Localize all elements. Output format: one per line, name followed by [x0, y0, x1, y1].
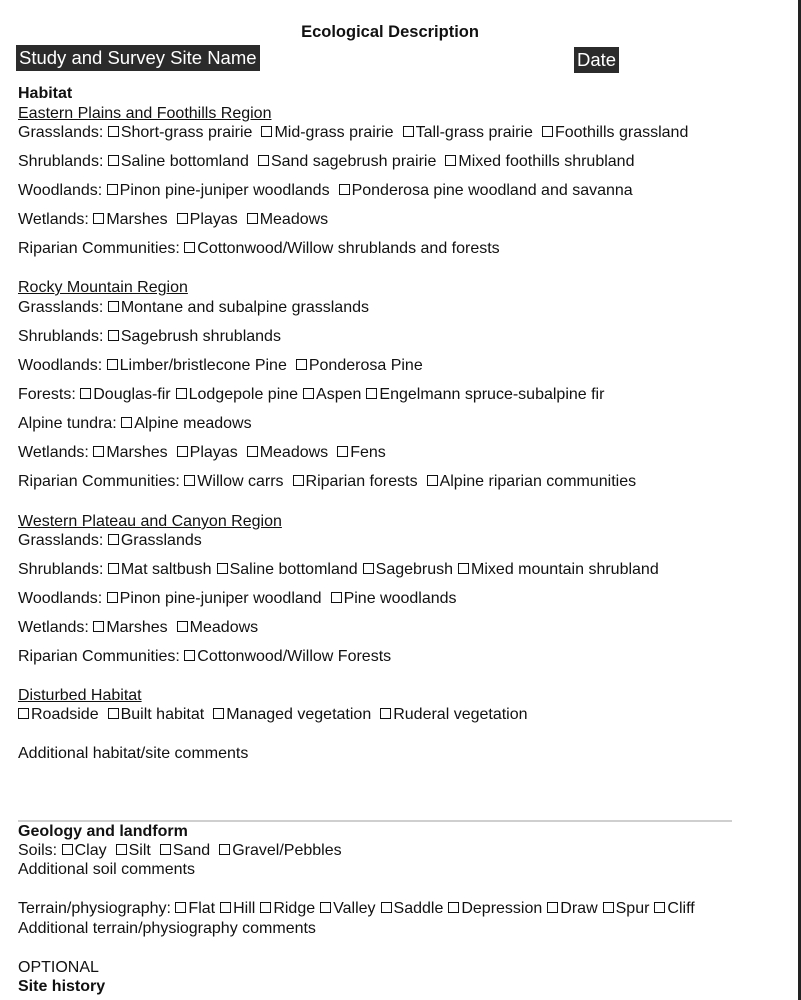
- checkbox-label: Alpine riparian communities: [439, 473, 637, 490]
- checkbox-icon[interactable]: [184, 650, 195, 661]
- checkbox-label: Mixed foothills shrubland: [458, 153, 635, 170]
- checkbox-label: Mixed mountain shrubland: [471, 561, 659, 578]
- checkbox-label: Mid-grass prairie: [274, 124, 394, 141]
- checkbox-option[interactable]: [108, 532, 202, 549]
- rocky-riparian-row: [18, 472, 636, 492]
- western-shrublands-row: [18, 560, 659, 580]
- checkbox-icon[interactable]: [448, 902, 459, 913]
- checkbox-option[interactable]: [381, 900, 444, 917]
- checkbox-icon[interactable]: [108, 330, 119, 341]
- checkbox-icon[interactable]: [62, 844, 73, 855]
- habitat-comments-label: Additional habitat/site comments: [18, 745, 249, 762]
- row-label: Grasslands:: [18, 532, 104, 549]
- checkbox-label: Meadows: [189, 619, 259, 636]
- checkbox-option[interactable]: [458, 561, 659, 578]
- checkbox-label: Playas: [189, 444, 238, 461]
- region-disturbed: Disturbed Habitat: [18, 687, 142, 704]
- checkbox-label: Ridge: [273, 900, 316, 917]
- row-label: Alpine tundra:: [18, 415, 117, 432]
- checkbox-option[interactable]: [445, 153, 634, 170]
- rocky-grasslands-row: [18, 298, 369, 318]
- checkbox-option[interactable]: [380, 706, 527, 723]
- row-label: Terrain/physiography:: [18, 900, 171, 917]
- checkbox-icon[interactable]: [93, 446, 104, 457]
- checkbox-label: Marshes: [106, 211, 168, 228]
- checkbox-label: Sand sagebrush prairie: [270, 153, 437, 170]
- checkbox-label: Marshes: [106, 444, 168, 461]
- checkbox-option[interactable]: [80, 386, 170, 403]
- soils-row: [18, 841, 342, 861]
- row-label: Wetlands:: [18, 211, 89, 228]
- checkbox-icon[interactable]: [217, 563, 228, 574]
- checkbox-icon[interactable]: [107, 592, 118, 603]
- region-western-plateau: Western Plateau and Canyon Region: [18, 513, 282, 530]
- checkbox-option[interactable]: [260, 900, 315, 917]
- row-label: Woodlands:: [18, 357, 103, 374]
- checkbox-label: Ponderosa pine woodland and savanna: [351, 182, 633, 199]
- checkbox-option[interactable]: [160, 842, 210, 859]
- checkbox-label: Depression: [461, 900, 543, 917]
- checkbox-option[interactable]: [258, 153, 436, 170]
- checkbox-label: Tall-grass prairie: [415, 124, 533, 141]
- checkbox-label: Sand: [172, 842, 211, 859]
- checkbox-icon[interactable]: [108, 301, 119, 312]
- checkbox-icon[interactable]: [108, 534, 119, 545]
- checkbox-label: Foothills grassland: [554, 124, 689, 141]
- row-label: Riparian Communities:: [18, 473, 180, 490]
- optional-label: OPTIONAL: [18, 959, 99, 976]
- checkbox-label: Pinon pine-juniper woodlands: [119, 182, 330, 199]
- checkbox-icon[interactable]: [184, 475, 195, 486]
- checkbox-option[interactable]: [177, 444, 238, 461]
- checkbox-option[interactable]: [107, 182, 330, 199]
- checkbox-icon[interactable]: [366, 388, 377, 399]
- checkbox-icon[interactable]: [213, 708, 224, 719]
- checkbox-label: Cliff: [667, 900, 695, 917]
- eastern-wetlands-row: [18, 210, 328, 230]
- checkbox-option[interactable]: [339, 182, 633, 199]
- checkbox-label: Gravel/Pebbles: [232, 842, 342, 859]
- checkbox-option[interactable]: [427, 473, 637, 490]
- checkbox-icon[interactable]: [220, 902, 231, 913]
- checkbox-option[interactable]: [603, 900, 650, 917]
- soil-comments-label: Additional soil comments: [18, 861, 195, 878]
- checkbox-label: Sagebrush shrublands: [120, 328, 281, 345]
- checkbox-icon[interactable]: [261, 126, 272, 137]
- checkbox-icon[interactable]: [296, 359, 307, 370]
- checkbox-icon[interactable]: [18, 708, 29, 719]
- checkbox-icon[interactable]: [320, 902, 331, 913]
- checkbox-option[interactable]: [108, 706, 205, 723]
- region-rocky-mountain: Rocky Mountain Region: [18, 279, 188, 296]
- checkbox-option[interactable]: [93, 444, 167, 461]
- form-title: Ecological Description: [301, 23, 479, 41]
- checkbox-label: Ruderal vegetation: [393, 706, 528, 723]
- checkbox-label: Saline bottomland: [229, 561, 358, 578]
- checkbox-icon[interactable]: [260, 902, 271, 913]
- checkbox-label: Clay: [74, 842, 107, 859]
- checkbox-option[interactable]: [175, 900, 215, 917]
- row-label: Wetlands:: [18, 619, 89, 636]
- checkbox-label: Saline bottomland: [120, 153, 249, 170]
- checkbox-option[interactable]: [542, 124, 688, 141]
- checkbox-icon[interactable]: [93, 621, 104, 632]
- checkbox-icon[interactable]: [219, 844, 230, 855]
- checkbox-option[interactable]: [261, 124, 393, 141]
- checkbox-option[interactable]: [654, 900, 694, 917]
- checkbox-icon[interactable]: [381, 902, 392, 913]
- checkbox-option[interactable]: [366, 386, 604, 403]
- checkbox-option[interactable]: [108, 299, 369, 316]
- checkbox-option[interactable]: [121, 415, 251, 432]
- checkbox-option[interactable]: [547, 900, 597, 917]
- disturbed-row: [18, 705, 528, 725]
- checkbox-icon[interactable]: [93, 213, 104, 224]
- checkbox-icon[interactable]: [177, 213, 188, 224]
- region-eastern-plains: Eastern Plains and Foothills Region: [18, 105, 272, 122]
- eastern-shrublands-row: [18, 152, 634, 172]
- checkbox-option[interactable]: [108, 124, 253, 141]
- checkbox-label: Douglas-fir: [93, 386, 171, 403]
- checkbox-label: Willow carrs: [197, 473, 284, 490]
- checkbox-option[interactable]: [217, 561, 358, 578]
- checkbox-option[interactable]: [320, 900, 375, 917]
- checkbox-label: Meadows: [259, 211, 329, 228]
- eastern-woodlands-row: [18, 181, 633, 201]
- checkbox-icon[interactable]: [80, 388, 91, 399]
- checkbox-icon[interactable]: [303, 388, 314, 399]
- checkbox-option[interactable]: [108, 153, 249, 170]
- checkbox-label: Spur: [615, 900, 650, 917]
- checkbox-label: Meadows: [259, 444, 329, 461]
- checkbox-label: Cottonwood/Willow shrublands and forests: [197, 240, 500, 257]
- checkbox-label: Marshes: [106, 619, 168, 636]
- checkbox-option[interactable]: [176, 386, 298, 403]
- checkbox-icon[interactable]: [108, 708, 119, 719]
- site-history-heading: Site history: [18, 978, 106, 995]
- checkbox-icon[interactable]: [247, 213, 258, 224]
- checkbox-label: Riparian forests: [305, 473, 418, 490]
- checkbox-label: Engelmann spruce-subalpine fir: [379, 386, 605, 403]
- checkbox-icon[interactable]: [603, 902, 614, 913]
- row-label: Shrublands:: [18, 561, 104, 578]
- row-label: Riparian Communities:: [18, 648, 180, 665]
- western-wetlands-row: [18, 618, 258, 638]
- checkbox-icon[interactable]: [160, 844, 171, 855]
- row-label: Shrublands:: [18, 328, 104, 345]
- checkbox-label: Fens: [350, 444, 386, 461]
- row-label: Forests:: [18, 386, 76, 403]
- checkbox-option[interactable]: [247, 211, 328, 228]
- eastern-grasslands-row: [18, 123, 688, 143]
- checkbox-icon[interactable]: [363, 563, 374, 574]
- checkbox-option[interactable]: [363, 561, 453, 578]
- row-label: Grasslands:: [18, 124, 104, 141]
- checkbox-label: Roadside: [31, 706, 99, 723]
- checkbox-option[interactable]: [177, 211, 238, 228]
- checkbox-label: Playas: [189, 211, 238, 228]
- western-riparian-row: [18, 647, 391, 667]
- rocky-woodlands-row: [18, 356, 423, 376]
- checkbox-label: Pine woodlands: [343, 590, 457, 607]
- habitat-heading: Habitat: [18, 85, 73, 102]
- checkbox-icon[interactable]: [403, 126, 414, 137]
- checkbox-icon[interactable]: [107, 184, 118, 195]
- checkbox-label: Grasslands: [120, 532, 202, 549]
- checkbox-label: Valley: [333, 900, 376, 917]
- checkbox-option[interactable]: [177, 619, 258, 636]
- checkbox-icon[interactable]: [108, 563, 119, 574]
- checkbox-label: Alpine meadows: [134, 415, 252, 432]
- checkbox-icon[interactable]: [175, 902, 186, 913]
- checkbox-option[interactable]: [108, 561, 212, 578]
- checkbox-label: Draw: [560, 900, 598, 917]
- checkbox-option[interactable]: [107, 357, 287, 374]
- date-label[interactable]: Date: [574, 47, 619, 73]
- checkbox-label: Managed vegetation: [226, 706, 372, 723]
- row-label: Shrublands:: [18, 153, 104, 170]
- rocky-forests-row: [18, 385, 604, 405]
- checkbox-icon[interactable]: [380, 708, 391, 719]
- checkbox-icon[interactable]: [331, 592, 342, 603]
- checkbox-option[interactable]: [93, 211, 167, 228]
- western-grasslands-row: [18, 531, 202, 551]
- checkbox-label: Flat: [188, 900, 216, 917]
- checkbox-icon[interactable]: [293, 475, 304, 486]
- checkbox-option[interactable]: [93, 619, 167, 636]
- checkbox-option[interactable]: [116, 842, 151, 859]
- row-label: Woodlands:: [18, 182, 103, 199]
- checkbox-label: Short-grass prairie: [120, 124, 253, 141]
- western-woodlands-row: [18, 589, 457, 609]
- eastern-riparian-row: [18, 239, 500, 259]
- checkbox-icon[interactable]: [258, 155, 269, 166]
- checkbox-icon[interactable]: [339, 184, 350, 195]
- checkbox-icon[interactable]: [107, 359, 118, 370]
- checkbox-option[interactable]: [293, 473, 418, 490]
- checkbox-icon[interactable]: [108, 126, 119, 137]
- checkbox-icon[interactable]: [108, 155, 119, 166]
- checkbox-icon[interactable]: [458, 563, 469, 574]
- checkbox-label: Pinon pine-juniper woodland: [119, 590, 322, 607]
- checkbox-icon[interactable]: [547, 902, 558, 913]
- checkbox-option[interactable]: [331, 590, 457, 607]
- checkbox-option[interactable]: [107, 590, 322, 607]
- checkbox-label: Limber/bristlecone Pine: [119, 357, 287, 374]
- checkbox-option[interactable]: [184, 240, 499, 257]
- checkbox-option[interactable]: [448, 900, 542, 917]
- checkbox-icon[interactable]: [337, 446, 348, 457]
- terrain-comments-label: Additional terrain/physiography comments: [18, 920, 316, 937]
- checkbox-icon[interactable]: [654, 902, 665, 913]
- checkbox-label: Cottonwood/Willow Forests: [197, 648, 392, 665]
- checkbox-option[interactable]: [108, 328, 281, 345]
- row-label: Wetlands:: [18, 444, 89, 461]
- row-label: Soils:: [18, 842, 58, 859]
- checkbox-label: Montane and subalpine grasslands: [120, 299, 369, 316]
- checkbox-label: Aspen: [316, 386, 362, 403]
- checkbox-option[interactable]: [184, 473, 283, 490]
- checkbox-label: Built habitat: [120, 706, 205, 723]
- checkbox-icon[interactable]: [121, 417, 132, 428]
- checkbox-icon[interactable]: [247, 446, 258, 457]
- terrain-row: [18, 899, 695, 919]
- checkbox-icon[interactable]: [542, 126, 553, 137]
- site-name-label[interactable]: Study and Survey Site Name: [16, 45, 260, 71]
- checkbox-icon[interactable]: [445, 155, 456, 166]
- checkbox-option[interactable]: [184, 648, 391, 665]
- checkbox-label: Hill: [233, 900, 256, 917]
- checkbox-icon[interactable]: [177, 621, 188, 632]
- checkbox-option[interactable]: [337, 444, 386, 461]
- checkbox-label: Silt: [128, 842, 151, 859]
- checkbox-option[interactable]: [213, 706, 371, 723]
- checkbox-option[interactable]: [303, 386, 361, 403]
- checkbox-icon[interactable]: [184, 242, 195, 253]
- checkbox-option[interactable]: [296, 357, 423, 374]
- row-label: Woodlands:: [18, 590, 103, 607]
- checkbox-option[interactable]: [220, 900, 255, 917]
- checkbox-label: Saddle: [393, 900, 444, 917]
- checkbox-option[interactable]: [403, 124, 533, 141]
- checkbox-option[interactable]: [219, 842, 341, 859]
- checkbox-option[interactable]: [62, 842, 107, 859]
- checkbox-option[interactable]: [247, 444, 328, 461]
- checkbox-label: Ponderosa Pine: [308, 357, 423, 374]
- checkbox-icon[interactable]: [427, 475, 438, 486]
- row-label: Grasslands:: [18, 299, 104, 316]
- rocky-alpine-row: [18, 414, 252, 434]
- checkbox-option[interactable]: [18, 706, 99, 723]
- checkbox-icon[interactable]: [116, 844, 127, 855]
- checkbox-label: Sagebrush: [375, 561, 454, 578]
- checkbox-icon[interactable]: [176, 388, 187, 399]
- row-label: Riparian Communities:: [18, 240, 180, 257]
- checkbox-label: Mat saltbush: [120, 561, 212, 578]
- geology-heading: Geology and landform: [18, 823, 188, 840]
- checkbox-label: Lodgepole pine: [188, 386, 299, 403]
- rocky-wetlands-row: [18, 443, 386, 463]
- checkbox-icon[interactable]: [177, 446, 188, 457]
- rocky-shrublands-row: [18, 327, 281, 347]
